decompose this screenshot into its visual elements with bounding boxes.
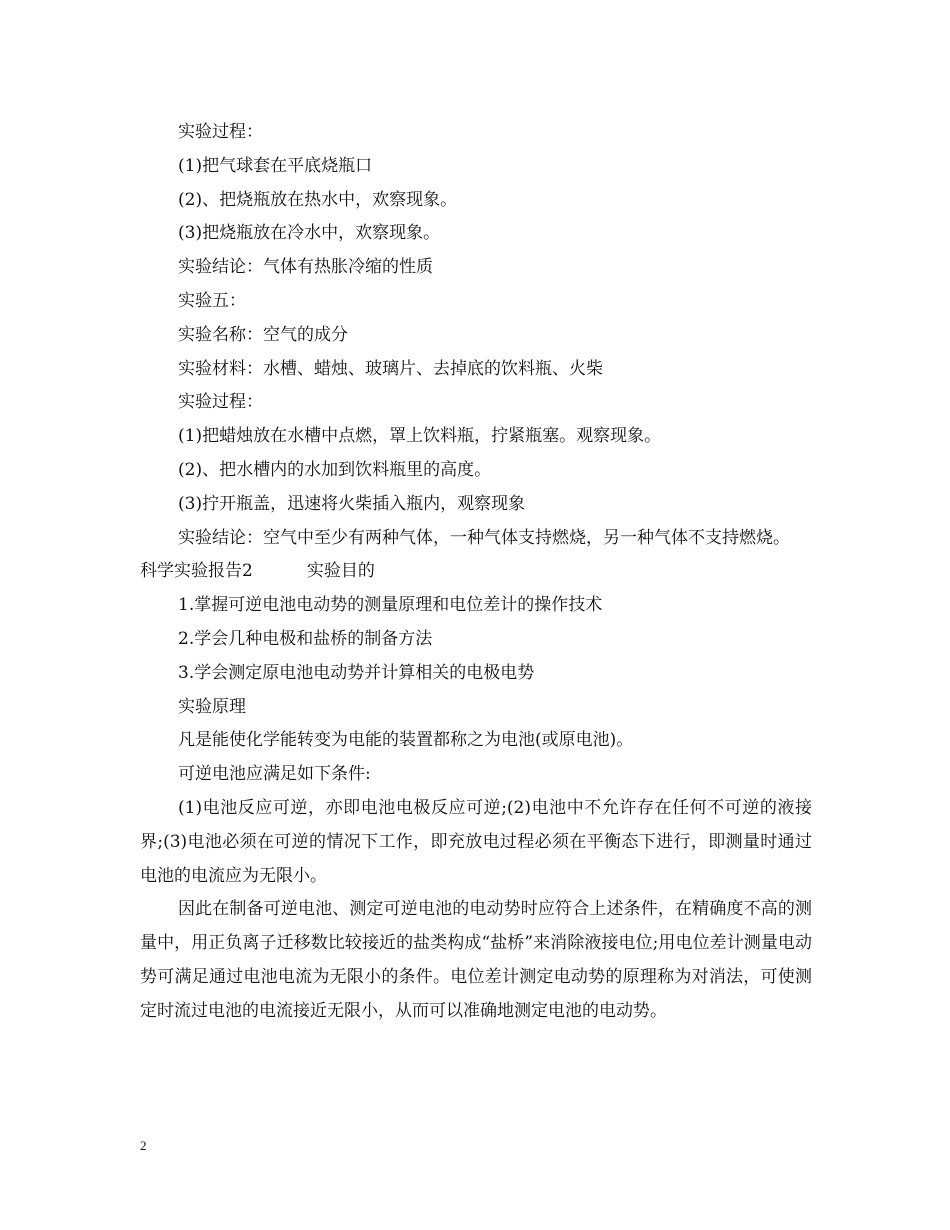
- conditions-paragraph: (1)电池反应可逆，亦即电池电极反应可逆;(2)电池中不允许存在任何不可逆的液接界;(3)电池必须在可逆的情况下工作，即充放电过程必须在平衡态下进行，即测量时通过电池的电流应为无限小。: [140, 797, 812, 886]
- report-title: 科学实验报告2: [140, 561, 253, 582]
- text-line: (1)把蜡烛放在水槽中点燃，罩上饮料瓶，拧紧瓶塞。观察现象。: [178, 426, 662, 447]
- objective-item: 3.学会测定原电池电动势并计算相关的电极电势: [178, 662, 535, 683]
- report-title-line: [140, 555, 812, 589]
- principle-line: 凡是能使化学能转变为电能的装置都称之为电池(或原电池)。: [178, 730, 634, 751]
- principle-heading: 实验原理: [178, 696, 246, 717]
- text-line: (1)把气球套在平底烧瓶口: [178, 155, 373, 176]
- text-line: (3)把烧瓶放在冷水中，欢察现象。: [178, 223, 441, 244]
- conclusion-paragraph: 实验结论：空气中至少有两种气体，一种气体支持燃烧，另一种气体不支持燃烧。: [178, 527, 790, 548]
- text-line: 实验结论：气体有热胀冷缩的性质: [178, 257, 433, 278]
- text-line: 实验五：: [178, 290, 246, 311]
- text-line: 实验材料：水槽、蜡烛、玻璃片、去掉底的饮料瓶、火柴: [178, 358, 603, 379]
- body-text: [140, 116, 812, 1029]
- text-line: (2)、把水槽内的水加到饮料瓶里的高度。: [178, 459, 492, 480]
- final-paragraph: 因此在制备可逆电池、测定可逆电池的电动势时应符合上述条件，在精确度不高的测量中，用正负离子迁移数比较接近的盐类构成“盐桥”来消除液接电位;用电位差计测量电动势可满足通过电池电流为无限小的条件。电位差计测定电动势的原理称为对消法，可使测定时流过电池的电流接近无限小，从而可以准确地测定电池的电动势。: [140, 899, 812, 1021]
- principle-line: 可逆电池应满足如下条件:: [178, 764, 371, 785]
- text-line: 实验名称：空气的成分: [178, 324, 348, 345]
- text-line: (2)、把烧瓶放在热水中，欢察现象。: [178, 189, 458, 210]
- text-line: 实验过程：: [178, 122, 263, 142]
- text-line: (3)拧开瓶盖，迅速将火柴插入瓶内，观察现象: [178, 493, 526, 514]
- report-heading: 实验目的: [306, 561, 375, 582]
- objective-item: 2.学会几种电极和盐桥的制备方法: [178, 628, 433, 649]
- objective-item: 1.掌握可逆电池电动势的测量原理和电位差计的操作技术: [178, 595, 603, 616]
- text-line: 实验过程：: [178, 392, 263, 413]
- page-number: 2: [140, 1138, 147, 1153]
